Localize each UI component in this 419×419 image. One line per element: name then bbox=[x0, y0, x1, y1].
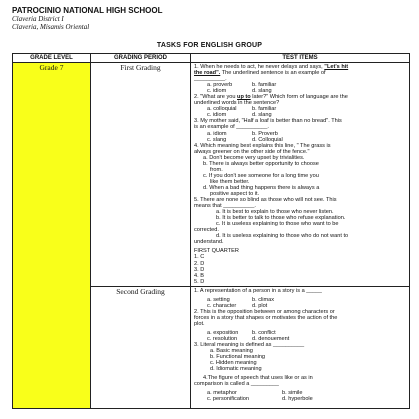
choice-line: c. If you don't see someone for a long time you bbox=[203, 172, 319, 179]
question-4-line: 4. Which meaning best explains this line, " The grass is bbox=[194, 142, 331, 149]
choice-line: from. bbox=[210, 166, 223, 173]
question-3-line: 3. My mother said, "Half a loaf is better than no bread". This bbox=[194, 118, 342, 125]
choice-line: c. It is useless explaining to those who want to be bbox=[216, 221, 339, 228]
choice-line: a. Don't become very upset by trivialities. bbox=[203, 154, 305, 161]
choice-row: a. colloquial b. familiar bbox=[207, 106, 277, 113]
header-grading-period: GRADING PERIOD bbox=[91, 54, 191, 63]
answer-key-title: FIRST QUARTER bbox=[194, 248, 239, 255]
answer-key-item: 4. B bbox=[194, 272, 204, 279]
underlined-phrase: "Let's hit bbox=[324, 64, 349, 70]
choice-row: c. resolution d. denouement bbox=[207, 336, 290, 343]
question-2-line: 2. This is the opposition between or among characters or bbox=[194, 308, 335, 315]
question-1-line: the road". The underlined sentence is an example of bbox=[194, 70, 326, 77]
answer-key-item: 3. D bbox=[194, 266, 205, 273]
underlined-phrase: the road". bbox=[194, 70, 221, 77]
header-grade-level: GRADE LEVEL bbox=[13, 54, 91, 63]
table-header-row bbox=[13, 54, 410, 63]
choice-line: a. Basic meaning bbox=[210, 348, 253, 355]
grade-level-cell: Grade 7 bbox=[13, 63, 91, 409]
answer-key-item: 5. D bbox=[194, 278, 205, 285]
choice-line: d. It is useless explaining to those who do not want to bbox=[216, 233, 349, 240]
second-grading-items-cell bbox=[191, 286, 410, 408]
choice-row: a. idiom b. Proverb bbox=[207, 130, 278, 137]
school-header bbox=[12, 6, 312, 31]
school-name: PATROCINIO NATIONAL HIGH SCHOOL bbox=[12, 6, 163, 15]
school-district: Claveria District I bbox=[12, 15, 64, 23]
question-1-line: 1. A representation of a person in a story is a _____ bbox=[194, 287, 322, 294]
question-3-line: is an example of __________. bbox=[194, 124, 269, 131]
choice-row: c. personification d. hyperbole bbox=[207, 396, 313, 403]
choice-line: d. When a bad thing happens there is always a bbox=[203, 184, 320, 191]
choice-line: d. Idiomatic meaning bbox=[210, 366, 262, 373]
choice-row: a. setting b. climax bbox=[207, 296, 275, 303]
question-3-line: 3. Literal meaning is defined as __________ bbox=[194, 342, 305, 349]
tasks-table bbox=[12, 53, 410, 409]
question-4-line: comparison is called a _________ bbox=[194, 381, 279, 388]
question-4-line: 4.The figure of speech that uses like or as in bbox=[203, 375, 313, 382]
choice-line: corrected. bbox=[194, 227, 219, 234]
choice-row: c. idiom d. slang bbox=[207, 88, 272, 95]
choice-line: c. Hidden meaning bbox=[210, 360, 257, 367]
second-grading-items bbox=[191, 287, 409, 404]
choice-row: c. idiom d. slang bbox=[207, 112, 272, 119]
table-row-first-grading bbox=[13, 63, 410, 287]
choice-row: c. slang d. Colloquial bbox=[207, 136, 283, 143]
first-grading-cell: First Grading bbox=[91, 63, 191, 287]
header-test-items: TEST ITEMS bbox=[191, 54, 410, 63]
second-grading-cell: Second Grading bbox=[91, 286, 191, 408]
question-2-line: forces in a story that shapes or motivates the action of the bbox=[194, 314, 338, 321]
question-2-line: underlined words in the sentence? bbox=[194, 100, 280, 107]
question-4-line: always greener on the other side of the fence." bbox=[194, 148, 310, 155]
choice-row: a. exposition b. conflict bbox=[207, 329, 276, 336]
document-title: TASKS FOR ENGLISH GROUP bbox=[156, 42, 263, 49]
first-grading-items bbox=[191, 63, 409, 286]
choice-line: b. Functional meaning bbox=[210, 354, 266, 361]
answer-key-item: 2. D bbox=[194, 260, 205, 267]
choice-line: b. It is better to talk to those who refuse explanation. bbox=[216, 215, 346, 222]
choice-row: a. proverb b. familiar bbox=[207, 82, 277, 89]
question-1-blank: __________. bbox=[194, 76, 227, 83]
first-grading-items-cell bbox=[191, 63, 410, 287]
answer-key-item: 1. C bbox=[194, 254, 205, 261]
question-1-line: 1. When he needs to act, he never delays and says, "Let's hit bbox=[194, 64, 349, 70]
choice-line: a. It is best to explain to those who never listen. bbox=[216, 209, 334, 216]
question-5-line: 5. There are none so blind as those who will not see. This bbox=[194, 197, 337, 204]
choice-row: c. character d. plot bbox=[207, 302, 268, 309]
question-2-line: plot. bbox=[194, 320, 205, 327]
school-location: Claveria, Misamis Oriental bbox=[12, 23, 90, 31]
choice-line: understand. bbox=[194, 239, 224, 246]
underlined-phrase: up to bbox=[237, 94, 251, 101]
choice-line: b. There is always better opportunity to choose bbox=[203, 160, 319, 167]
choice-row: a. metaphor b. simile bbox=[207, 390, 303, 397]
question-2-line: 2. "What are you up to later?" Which form of language are the bbox=[194, 94, 348, 101]
choice-line: like them better. bbox=[210, 178, 250, 185]
choice-line: positive aspect to it. bbox=[210, 190, 260, 197]
question-5-line: means that __________. bbox=[194, 203, 256, 210]
